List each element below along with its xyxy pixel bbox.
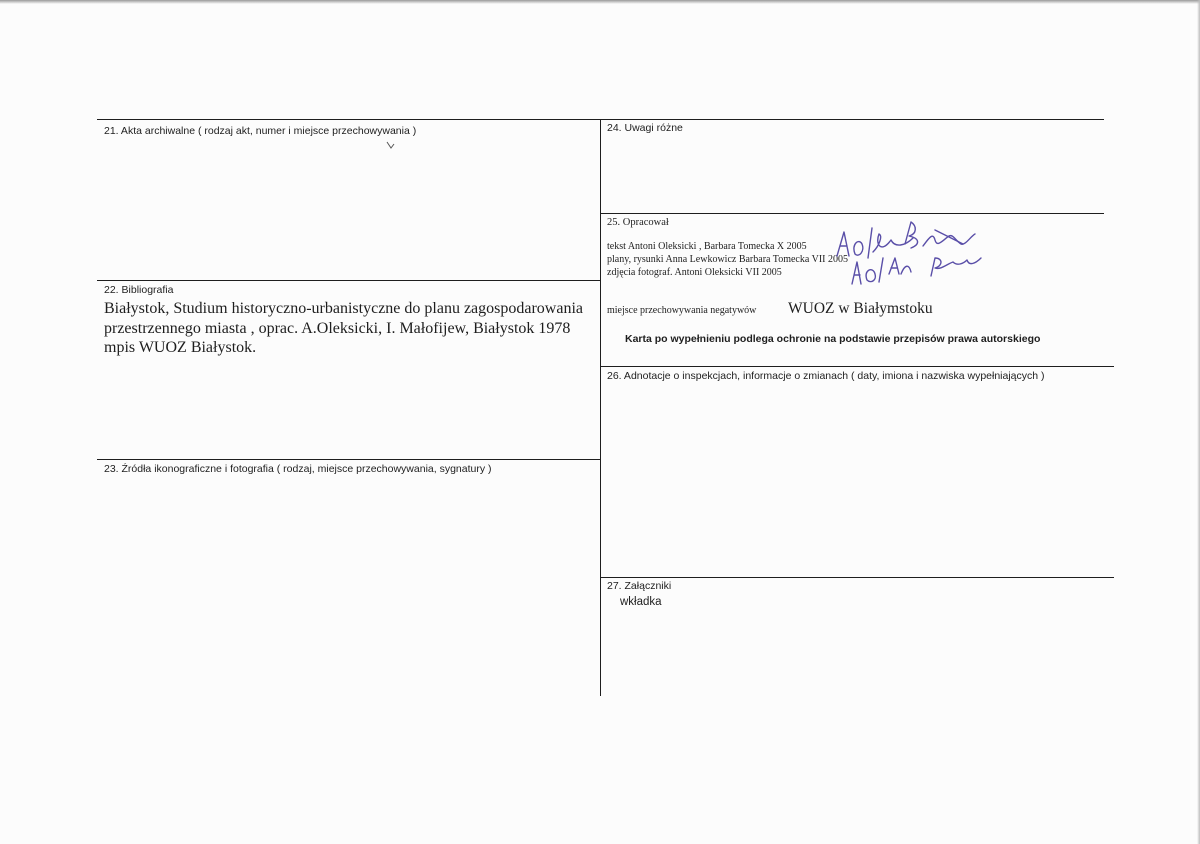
- author-line-plans: plany, rysunki Anna Lewkowicz Barbara Tomecka VII 2005: [607, 254, 848, 265]
- section-21-title: 21. Akta archiwalne ( rodzaj akt, numer i miejsce przechowywania ): [104, 125, 417, 137]
- rule-21-22: [97, 280, 600, 281]
- section-27-title: 27. Załączniki: [607, 580, 672, 592]
- section-24-title: 24. Uwagi różne: [607, 122, 683, 134]
- rule-25-26: [601, 366, 1114, 367]
- author-line-text: tekst Antoni Oleksicki , Barbara Tomecka X 2005: [607, 241, 807, 252]
- copyright-note: Karta po wypełnieniu podlega ochronie na podstawie przepisów prawa autorskiego: [625, 333, 1041, 345]
- handwritten-signatures: [835, 218, 1010, 288]
- attachment-item: wkładka: [620, 596, 662, 608]
- rule-24-25: [601, 213, 1104, 214]
- section-23-title: 23. Źródła ikonograficzne i fotografia ( rodzaj, miejsce przechowywania, sygnatury ): [104, 463, 492, 475]
- scan-top-edge: [0, 0, 1200, 4]
- scan-speck: [384, 138, 398, 154]
- section-22-title: 22. Bibliografia: [104, 284, 174, 296]
- author-line-photos: zdjęcia fotograf. Antoni Oleksicki VII 2005: [607, 267, 782, 278]
- column-divider: [600, 119, 601, 696]
- negatives-value: WUOZ w Białymstoku: [788, 300, 933, 317]
- section-25-title: 25. Opracował: [607, 217, 669, 228]
- rule-26-27: [601, 577, 1114, 578]
- rule-22-23: [97, 459, 600, 460]
- section-26-title: 26. Adnotacje o inspekcjach, informacje o zmianach ( daty, imiona i nazwiska wypełniających ): [607, 370, 1045, 382]
- bibliography-text: Białystok, Studium historyczno-urbanistyczne do planu zagospodarowania przestrzennego miasta , oprac. A.Oleksicki, I. Małofijew, Białystok 1978 mpis WUOZ Białystok.: [104, 300, 584, 356]
- negatives-label: miejsce przechowywania negatywów: [607, 305, 757, 316]
